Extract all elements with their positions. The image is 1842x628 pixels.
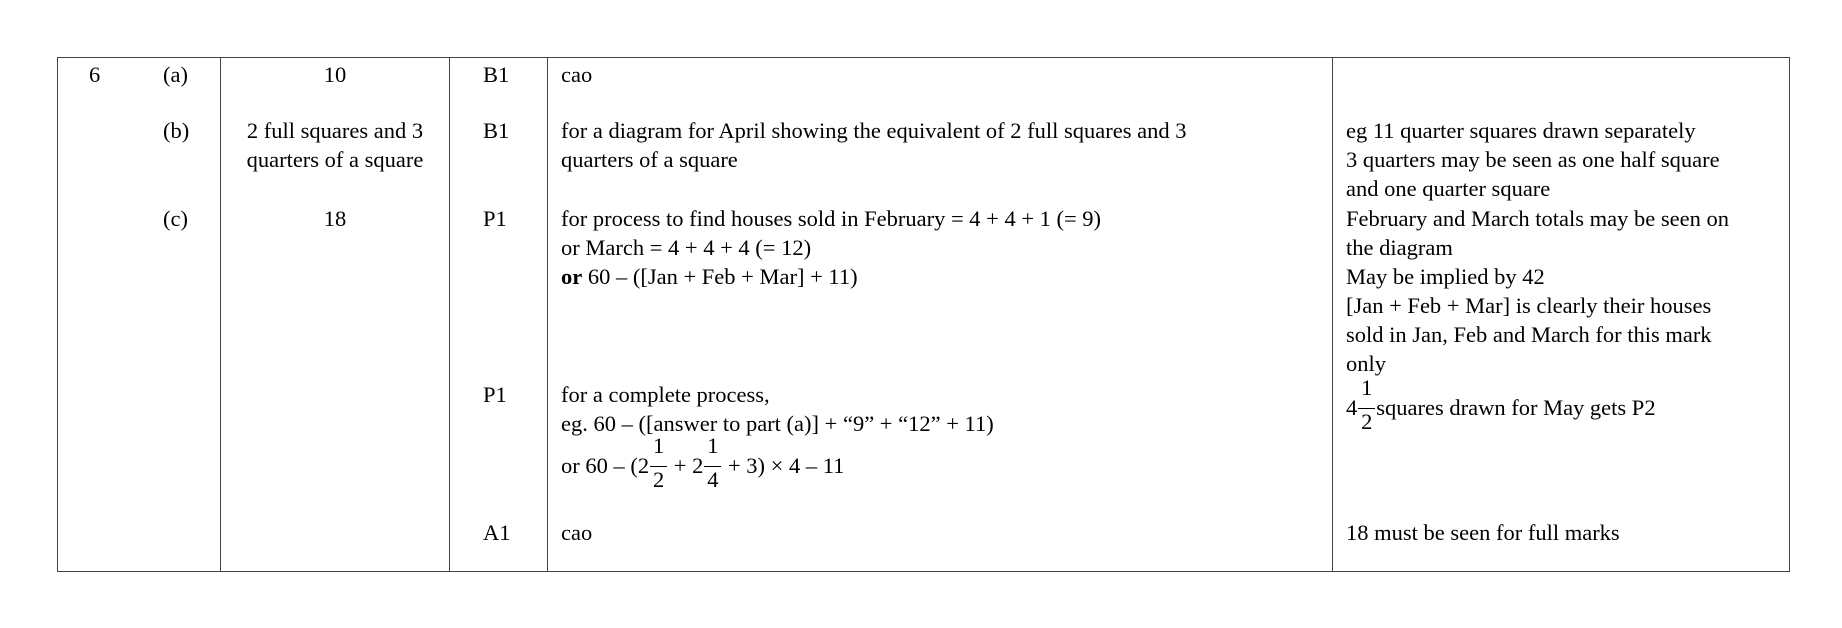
fraction-denominator: 2 [1361, 409, 1373, 434]
part-b-additional-line2: 3 quarters may be seen as one half square [1346, 147, 1720, 172]
part-c-notes-second-line2: eg. 60 – ([answer to part (a)] + “9” + “12” + 11) [561, 411, 994, 436]
part-c-additional-second [1346, 375, 1656, 434]
part-a-label: (a) [163, 62, 188, 87]
part-b-additional-line1: eg 11 quarter squares drawn separately [1346, 118, 1696, 143]
part-a-mark: B1 [483, 62, 510, 87]
part-c-additional-third: 18 must be seen for full marks [1346, 520, 1620, 545]
part-c-notes-second [561, 380, 994, 438]
fraction-denominator: 2 [653, 467, 665, 492]
part-a-notes: cao [561, 62, 593, 87]
part-b-additional-line3: and one quarter square [1346, 176, 1551, 201]
part-c-additional-first-line6: only [1346, 351, 1387, 376]
part-c-notes-second-line1: for a complete process, [561, 382, 770, 407]
part-b-mark: B1 [483, 118, 510, 143]
expression-suffix: + 3) × 4 – 11 [722, 453, 845, 478]
part-c-additional-first-line3: May be implied by 42 [1346, 264, 1545, 289]
part-b-notes [561, 116, 1186, 174]
mixed-number-whole: 4 [1346, 395, 1358, 420]
column-divider-mark [449, 57, 450, 572]
fraction-numerator: 1 [653, 433, 665, 458]
part-c-notes-second-line3 [561, 433, 845, 492]
column-divider-additional [1332, 57, 1333, 572]
part-c-additional-first [1346, 204, 1729, 378]
column-divider-answer [220, 57, 221, 572]
part-c-additional-first-line2: the diagram [1346, 235, 1453, 260]
part-a-answer: 10 [323, 62, 347, 87]
fraction-one-half [649, 433, 668, 492]
part-b-additional [1346, 116, 1720, 203]
part-c-mark-a1: A1 [483, 520, 511, 545]
fraction-one-half [1357, 375, 1376, 434]
expression-middle: + 2 [668, 453, 704, 478]
part-c-notes-first-line1: for process to find houses sold in February = 4 + 4 + 1 (= 9) [561, 206, 1102, 231]
expression-prefix: or 60 – (2 [561, 453, 650, 478]
part-c-notes-first-line3 [561, 262, 1101, 291]
part-c-label: (c) [163, 206, 188, 231]
part-c-additional-first-line5: sold in Jan, Feb and March for this mark [1346, 322, 1712, 347]
part-b-answer [222, 116, 448, 174]
part-b-answer-line2: quarters of a square [246, 147, 424, 172]
part-c-notes-first [561, 204, 1101, 291]
fraction-one-quarter [703, 433, 722, 492]
part-c-answer: 18 [323, 206, 347, 231]
part-c-additional-first-line1: February and March totals may be seen on [1346, 206, 1730, 231]
part-c-notes-first-line3-rest: 60 – ([Jan + Feb + Mar] + 11) [582, 264, 858, 289]
part-c-mark-p1-first: P1 [483, 206, 507, 231]
or-bold: or [561, 264, 583, 289]
part-b-answer-line1: 2 full squares and 3 [246, 118, 424, 143]
part-c-notes-third: cao [561, 520, 593, 545]
part-b-notes-line1: for a diagram for April showing the equivalent of 2 full squares and 3 [561, 118, 1187, 143]
part-c-notes-first-line2: or March = 4 + 4 + 4 (= 12) [561, 235, 812, 260]
column-divider-notes [547, 57, 548, 572]
fraction-numerator: 1 [1361, 375, 1373, 400]
question-number: 6 [89, 62, 101, 87]
part-c-additional-second-text: squares drawn for May gets P2 [1376, 395, 1656, 420]
part-c-additional-first-line4: [Jan + Feb + Mar] is clearly their houses [1346, 293, 1712, 318]
part-b-label: (b) [163, 118, 190, 143]
fraction-denominator: 4 [707, 467, 719, 492]
part-c-mark-p1-second: P1 [483, 382, 507, 407]
fraction-numerator: 1 [707, 433, 719, 458]
part-b-notes-line2: quarters of a square [561, 147, 738, 172]
